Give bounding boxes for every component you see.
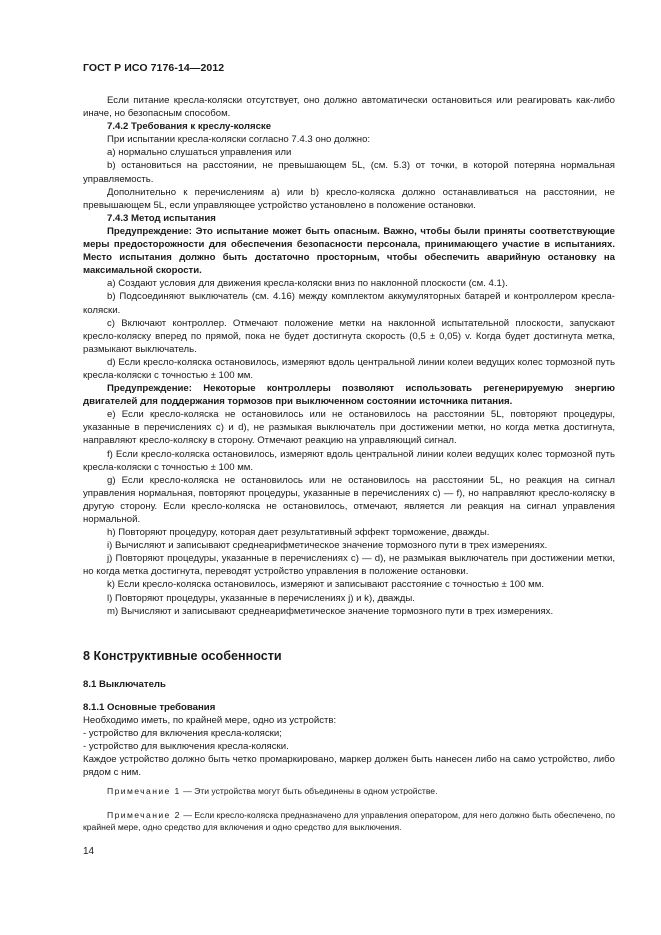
list-item: - устройство для выключения кресла-коляски. bbox=[83, 741, 289, 753]
list-item: e) Если кресло-коляска не остановилось или не остановилось на расстоянии 5L, повторяют процедуры, указанные в перечислениях c) и d), не размыкая выключатель при достижении метки, но когда метка достигнута, направляют кресло-коляску в сторону. Отмечают реакцию на управляющий сигнал. bbox=[83, 409, 615, 447]
section-heading-8: 8 Конструктивные особенности bbox=[83, 648, 282, 663]
list-item: a) нормально слушаться управления или bbox=[107, 147, 292, 159]
list-item: c) Включают контроллер. Отмечают положение метки на наклонной испытательной плоскости, запускают кресло-коляску вперед по прямой, пока не будет достигнута скорость (0,5 ± 0,05) v. Когда будет достигнута метка, размыкают выключатель. bbox=[83, 317, 615, 355]
list-item: l) Повторяют процедуры, указанные в перечислениях j) и k), дважды. bbox=[107, 592, 415, 604]
subsection-heading-8-1-1: 8.1.1 Основные требования bbox=[83, 701, 216, 713]
list-item: b) остановиться на расстоянии, не превышающем 5L, (см. 5.3) от точки, в которой потеряна нормальная управляемость. bbox=[83, 160, 615, 185]
note-text: — Эти устройства могут быть объединены в одном устройстве. bbox=[180, 786, 438, 797]
note-label: Примечание 1 bbox=[107, 786, 181, 797]
list-item: m) Вычисляют и записывают среднеарифметическое значение тормозного пути в трех измерениях. bbox=[107, 605, 554, 617]
page-number: 14 bbox=[83, 846, 95, 857]
warning-paragraph: Предупреждение: Это испытание может быть опасным. Важно, чтобы были приняты соответствующие меры предосторожности для обеспечения безопасности персонала, принимающего участие в испытаниях. Место испытания должно быть достаточно просторным, чтобы обеспечить аварийную остановку на максимальной скорости. bbox=[83, 225, 615, 277]
warning-paragraph: Предупреждение: Некоторые контроллеры позволяют использовать регенерируемую энергию двигателей для поддержания тормозов при выключенном состоянии источника питания. bbox=[83, 383, 615, 408]
subsection-heading-7-4-2: 7.4.2 Требования к креслу-коляске bbox=[107, 121, 272, 133]
note-text: — Если кресло-коляска предназначено для управления оператором, для него должно быть обеспечено, по крайней мере, одно средство для включения и одно средство для выключения. bbox=[83, 810, 615, 832]
paragraph: Дополнительно к перечислениям a) или b) кресло-коляска должно останавливаться на расстоянии, не превышающем 5L, если управляющее устройство установлено в положение остановки. bbox=[83, 186, 615, 211]
note-2 bbox=[83, 810, 615, 833]
paragraph: Необходимо иметь, по крайней мере, одно из устройств: bbox=[83, 714, 337, 726]
list-item: d) Если кресло-коляска остановилось, измеряют вдоль центральной линии колеи ведущих колес тормозной путь кресла-коляски с точностью ± 100 мм. bbox=[83, 356, 615, 381]
list-item: j) Повторяют процедуры, указанные в перечислениях c) — d), не размыкая выключатель при достижении метки, но когда метка достигнута, переводят устройство управления в положение остановки. bbox=[83, 553, 615, 578]
paragraph: Если питание кресла-коляски отсутствует, оно должно автоматически остановиться или реагировать как-либо иначе, но безопасным способом. bbox=[83, 95, 615, 120]
list-item: k) Если кресло-коляска остановилось, измеряют и записывают расстояние с точностью ± 100 мм. bbox=[107, 579, 544, 591]
page-content bbox=[83, 94, 615, 833]
list-item: a) Создают условия для движения кресла-коляски вниз по наклонной плоскости (см. 4.1). bbox=[107, 278, 508, 290]
list-item: f) Если кресло-коляска остановилось, измеряют вдоль центральной линии колеи ведущих колес тормозной путь кресла-коляски с точностью ± 100 мм. bbox=[83, 448, 615, 473]
note-1 bbox=[83, 786, 615, 798]
standard-header: ГОСТ Р ИСО 7176-14—2012 bbox=[83, 62, 225, 74]
subsection-heading-7-4-3: 7.4.3 Метод испытания bbox=[107, 212, 216, 224]
subsection-heading-8-1: 8.1 Выключатель bbox=[83, 678, 166, 690]
list-item: h) Повторяют процедуру, которая дает результативный эффект торможение, дважды. bbox=[107, 527, 490, 539]
list-item: g) Если кресло-коляска не остановилось или не остановилось на расстоянии 5L, но реакция на сигнал управления нормальная, повторяют процедуры, указанные в перечислениях c) — f), но направляют кресло-коляску в другую сторону. Если кресло-коляска не остановилось, отмечают, является ли реакция на сигнал управления нормальной. bbox=[83, 474, 615, 525]
list-item: - устройство для включения кресла-коляски; bbox=[83, 728, 282, 740]
list-item: b) Подсоединяют выключатель (см. 4.16) между комплектом аккумуляторных батарей и контроллером кресла-коляски. bbox=[83, 291, 615, 316]
paragraph: Каждое устройство должно быть четко промаркировано, маркер должен быть нанесен либо на само устройство, либо рядом с ним. bbox=[83, 754, 615, 779]
note-label: Примечание 2 bbox=[107, 810, 181, 820]
list-item: i) Вычисляют и записывают среднеарифметическое значение тормозного пути в трех измерениях. bbox=[107, 540, 548, 552]
paragraph: При испытании кресла-коляски согласно 7.4.3 оно должно: bbox=[107, 134, 371, 146]
